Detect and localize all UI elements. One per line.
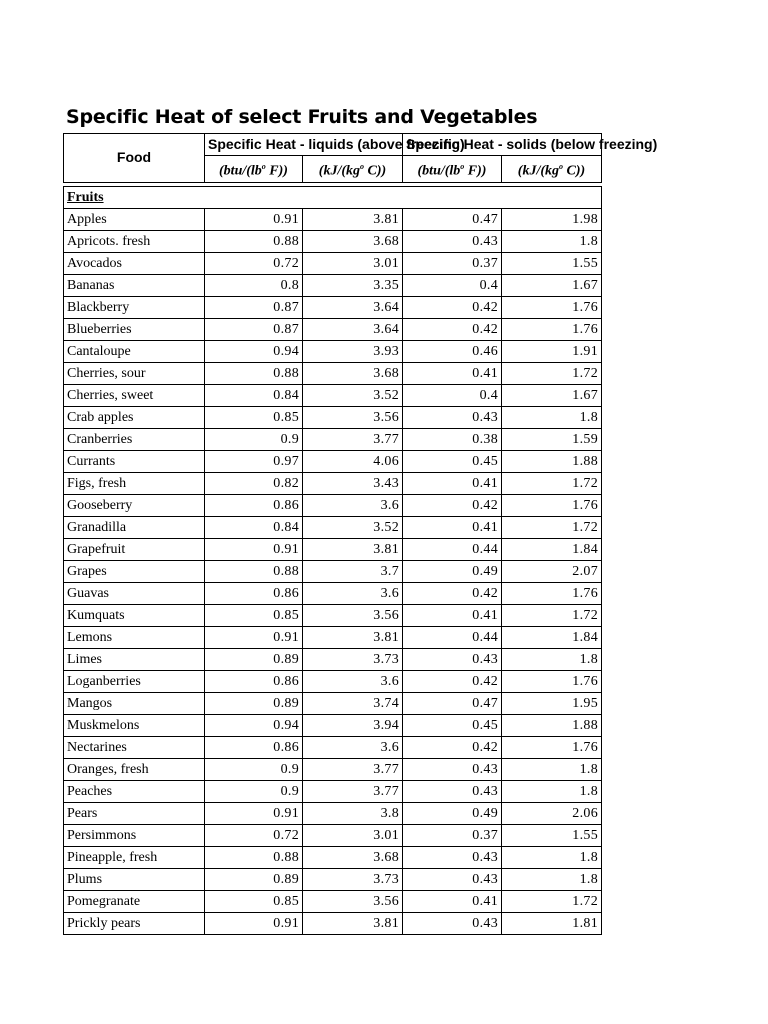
liquid-btu-cell: 0.94 [205, 714, 303, 736]
liquid-btu-cell: 0.88 [205, 846, 303, 868]
solid-btu-cell: 0.43 [403, 780, 502, 802]
food-name-cell: Persimmons [64, 824, 205, 846]
unit-btu-prefix: (btu/(lb [417, 163, 461, 179]
food-name-cell: Avocados [64, 252, 205, 274]
food-name-cell: Crab apples [64, 406, 205, 428]
solid-btu-cell: 0.41 [403, 472, 502, 494]
section-row [64, 186, 602, 208]
solid-btu-cell: 0.42 [403, 736, 502, 758]
solid-kj-cell: 1.84 [502, 538, 602, 560]
solid-kj-cell: 1.55 [502, 824, 602, 846]
liquid-btu-cell: 0.89 [205, 648, 303, 670]
liquid-btu-cell: 0.86 [205, 494, 303, 516]
liquid-btu-cell: 0.82 [205, 472, 303, 494]
solid-kj-cell: 2.06 [502, 802, 602, 824]
solid-btu-cell: 0.43 [403, 912, 502, 934]
table-row [64, 846, 602, 868]
liquid-kj-cell: 3.56 [303, 890, 403, 912]
solid-kj-cell: 1.76 [502, 296, 602, 318]
food-name-cell: Granadilla [64, 516, 205, 538]
liquid-btu-cell: 0.88 [205, 560, 303, 582]
solid-btu-cell: 0.42 [403, 582, 502, 604]
solid-btu-cell: 0.43 [403, 758, 502, 780]
solid-kj-cell: 1.88 [502, 714, 602, 736]
liquid-kj-cell: 3.73 [303, 648, 403, 670]
solid-kj-cell: 1.67 [502, 384, 602, 406]
table-row [64, 274, 602, 296]
solid-btu-cell: 0.4 [403, 384, 502, 406]
food-name-cell: Muskmelons [64, 714, 205, 736]
unit-kj-suffix: C)) [563, 163, 586, 179]
table-body [64, 182, 602, 934]
liquid-btu-cell: 0.72 [205, 824, 303, 846]
liquid-kj-cell: 3.6 [303, 670, 403, 692]
liquid-btu-cell: 0.9 [205, 758, 303, 780]
degree-sign: o [261, 162, 266, 171]
table-row [64, 758, 602, 780]
table-row [64, 560, 602, 582]
solid-btu-cell: 0.41 [403, 516, 502, 538]
liquid-kj-cell: 3.01 [303, 824, 403, 846]
solid-kj-cell: 1.72 [502, 890, 602, 912]
liquid-kj-cell: 3.68 [303, 362, 403, 384]
header-solids-btu [403, 156, 502, 183]
solid-btu-cell: 0.43 [403, 406, 502, 428]
liquid-btu-cell: 0.91 [205, 538, 303, 560]
table-row [64, 912, 602, 934]
liquid-btu-cell: 0.89 [205, 868, 303, 890]
food-name-cell: Pineapple, fresh [64, 846, 205, 868]
table-row [64, 648, 602, 670]
solid-btu-cell: 0.47 [403, 208, 502, 230]
solid-kj-cell: 1.72 [502, 472, 602, 494]
table-row [64, 824, 602, 846]
liquid-btu-cell: 0.91 [205, 626, 303, 648]
header-food: Food [64, 134, 205, 183]
food-name-cell: Blackberry [64, 296, 205, 318]
food-name-cell: Apricots. fresh [64, 230, 205, 252]
liquid-btu-cell: 0.8 [205, 274, 303, 296]
liquid-kj-cell: 3.6 [303, 494, 403, 516]
solid-btu-cell: 0.42 [403, 494, 502, 516]
solid-btu-cell: 0.41 [403, 362, 502, 384]
liquid-kj-cell: 3.6 [303, 582, 403, 604]
liquid-kj-cell: 3.56 [303, 604, 403, 626]
solid-kj-cell: 1.88 [502, 450, 602, 472]
table-row [64, 340, 602, 362]
food-name-cell: Kumquats [64, 604, 205, 626]
header-solids: Specific Heat - solids (below freezing) [403, 134, 602, 156]
liquid-kj-cell: 3.56 [303, 406, 403, 428]
section-label-fruits: Fruits [64, 186, 602, 208]
liquid-kj-cell: 3.68 [303, 846, 403, 868]
liquid-kj-cell: 3.64 [303, 318, 403, 340]
table-row [64, 714, 602, 736]
solid-kj-cell: 1.8 [502, 868, 602, 890]
liquid-kj-cell: 3.68 [303, 230, 403, 252]
solid-btu-cell: 0.38 [403, 428, 502, 450]
solid-kj-cell: 1.91 [502, 340, 602, 362]
unit-kj-prefix: (kJ/(kg [517, 163, 560, 179]
liquid-kj-cell: 3.77 [303, 780, 403, 802]
page-title: Specific Heat of select Fruits and Vegetables [66, 106, 538, 128]
solid-btu-cell: 0.45 [403, 450, 502, 472]
solid-kj-cell: 1.72 [502, 604, 602, 626]
liquid-kj-cell: 3.52 [303, 516, 403, 538]
solid-btu-cell: 0.42 [403, 296, 502, 318]
food-name-cell: Lemons [64, 626, 205, 648]
solid-kj-cell: 1.76 [502, 736, 602, 758]
table-row [64, 208, 602, 230]
liquid-btu-cell: 0.91 [205, 208, 303, 230]
unit-btu-suffix: F)) [464, 163, 487, 179]
table-row [64, 472, 602, 494]
liquid-btu-cell: 0.88 [205, 230, 303, 252]
solid-kj-cell: 1.8 [502, 406, 602, 428]
solid-btu-cell: 0.43 [403, 868, 502, 890]
solid-btu-cell: 0.42 [403, 318, 502, 340]
solid-btu-cell: 0.37 [403, 252, 502, 274]
table-row [64, 384, 602, 406]
unit-kj-suffix: C)) [364, 163, 387, 179]
table-row [64, 736, 602, 758]
solid-btu-cell: 0.44 [403, 538, 502, 560]
table-row [64, 890, 602, 912]
solid-kj-cell: 2.07 [502, 560, 602, 582]
liquid-btu-cell: 0.87 [205, 296, 303, 318]
liquid-btu-cell: 0.86 [205, 670, 303, 692]
solid-kj-cell: 1.81 [502, 912, 602, 934]
solid-btu-cell: 0.44 [403, 626, 502, 648]
solid-kj-cell: 1.8 [502, 758, 602, 780]
food-name-cell: Grapefruit [64, 538, 205, 560]
degree-sign: o [360, 162, 365, 171]
liquid-btu-cell: 0.97 [205, 450, 303, 472]
solid-kj-cell: 1.76 [502, 494, 602, 516]
solid-kj-cell: 1.8 [502, 648, 602, 670]
table-row [64, 802, 602, 824]
liquid-kj-cell: 3.01 [303, 252, 403, 274]
solid-btu-cell: 0.41 [403, 890, 502, 912]
liquid-kj-cell: 3.7 [303, 560, 403, 582]
solid-btu-cell: 0.37 [403, 824, 502, 846]
liquid-kj-cell: 3.81 [303, 626, 403, 648]
table-row [64, 626, 602, 648]
liquid-kj-cell: 3.94 [303, 714, 403, 736]
food-name-cell: Guavas [64, 582, 205, 604]
liquid-kj-cell: 3.81 [303, 912, 403, 934]
liquid-btu-cell: 0.91 [205, 802, 303, 824]
food-name-cell: Figs, fresh [64, 472, 205, 494]
table-row [64, 494, 602, 516]
solid-kj-cell: 1.8 [502, 230, 602, 252]
solid-btu-cell: 0.49 [403, 802, 502, 824]
solid-kj-cell: 1.8 [502, 780, 602, 802]
food-name-cell: Cranberries [64, 428, 205, 450]
food-name-cell: Blueberries [64, 318, 205, 340]
table-row [64, 780, 602, 802]
liquid-btu-cell: 0.84 [205, 516, 303, 538]
solid-btu-cell: 0.47 [403, 692, 502, 714]
liquid-btu-cell: 0.85 [205, 890, 303, 912]
solid-kj-cell: 1.76 [502, 670, 602, 692]
table-header [64, 134, 658, 183]
liquid-kj-cell: 3.52 [303, 384, 403, 406]
food-name-cell: Plums [64, 868, 205, 890]
liquid-kj-cell: 3.64 [303, 296, 403, 318]
food-name-cell: Nectarines [64, 736, 205, 758]
unit-kj-prefix: (kJ/(kg [318, 163, 361, 179]
solid-kj-cell: 1.76 [502, 318, 602, 340]
solid-kj-cell: 1.67 [502, 274, 602, 296]
liquid-btu-cell: 0.91 [205, 912, 303, 934]
table-row [64, 868, 602, 890]
table-row [64, 604, 602, 626]
liquid-btu-cell: 0.9 [205, 780, 303, 802]
solid-kj-cell: 1.72 [502, 362, 602, 384]
food-name-cell: Cantaloupe [64, 340, 205, 362]
liquid-btu-cell: 0.88 [205, 362, 303, 384]
solid-btu-cell: 0.41 [403, 604, 502, 626]
liquid-btu-cell: 0.87 [205, 318, 303, 340]
solid-btu-cell: 0.42 [403, 670, 502, 692]
liquid-kj-cell: 3.8 [303, 802, 403, 824]
table-row [64, 428, 602, 450]
liquid-kj-cell: 3.43 [303, 472, 403, 494]
unit-btu-suffix: F)) [265, 163, 288, 179]
table-row [64, 252, 602, 274]
table-row [64, 318, 602, 340]
food-name-cell: Apples [64, 208, 205, 230]
degree-sign: o [559, 162, 564, 171]
solid-kj-cell: 1.95 [502, 692, 602, 714]
solid-kj-cell: 1.55 [502, 252, 602, 274]
solid-kj-cell: 1.84 [502, 626, 602, 648]
food-name-cell: Mangos [64, 692, 205, 714]
liquid-kj-cell: 3.6 [303, 736, 403, 758]
solid-btu-cell: 0.46 [403, 340, 502, 362]
specific-heat-table [63, 133, 658, 935]
food-name-cell: Currants [64, 450, 205, 472]
table-row [64, 582, 602, 604]
food-name-cell: Peaches [64, 780, 205, 802]
liquid-btu-cell: 0.86 [205, 582, 303, 604]
unit-btu-prefix: (btu/(lb [219, 163, 262, 179]
liquid-kj-cell: 3.73 [303, 868, 403, 890]
liquid-btu-cell: 0.9 [205, 428, 303, 450]
liquid-kj-cell: 3.81 [303, 538, 403, 560]
food-name-cell: Limes [64, 648, 205, 670]
table-row [64, 670, 602, 692]
food-name-cell: Loganberries [64, 670, 205, 692]
table-row [64, 296, 602, 318]
table-row [64, 516, 602, 538]
solid-kj-cell: 1.72 [502, 516, 602, 538]
liquid-kj-cell: 3.77 [303, 758, 403, 780]
liquid-btu-cell: 0.89 [205, 692, 303, 714]
table-row [64, 406, 602, 428]
header-liquids-btu [205, 156, 303, 183]
liquid-btu-cell: 0.86 [205, 736, 303, 758]
liquid-btu-cell: 0.72 [205, 252, 303, 274]
food-name-cell: Oranges, fresh [64, 758, 205, 780]
table-row [64, 450, 602, 472]
table-row [64, 538, 602, 560]
table-row [64, 230, 602, 252]
liquid-btu-cell: 0.94 [205, 340, 303, 362]
solid-btu-cell: 0.43 [403, 846, 502, 868]
header-liquids-kj [303, 156, 403, 183]
liquid-kj-cell: 3.93 [303, 340, 403, 362]
liquid-btu-cell: 0.85 [205, 406, 303, 428]
header-liquids: Specific Heat - liquids (above freezing) [205, 134, 403, 156]
degree-sign: o [460, 162, 465, 171]
solid-btu-cell: 0.43 [403, 648, 502, 670]
liquid-kj-cell: 3.81 [303, 208, 403, 230]
header-solids-kj [502, 156, 602, 183]
liquid-kj-cell: 4.06 [303, 450, 403, 472]
food-name-cell: Cherries, sweet [64, 384, 205, 406]
table-row [64, 692, 602, 714]
solid-btu-cell: 0.45 [403, 714, 502, 736]
food-name-cell: Pomegranate [64, 890, 205, 912]
liquid-kj-cell: 3.77 [303, 428, 403, 450]
liquid-btu-cell: 0.85 [205, 604, 303, 626]
solid-kj-cell: 1.59 [502, 428, 602, 450]
solid-btu-cell: 0.43 [403, 230, 502, 252]
food-name-cell: Grapes [64, 560, 205, 582]
food-name-cell: Bananas [64, 274, 205, 296]
liquid-kj-cell: 3.35 [303, 274, 403, 296]
solid-kj-cell: 1.98 [502, 208, 602, 230]
solid-btu-cell: 0.4 [403, 274, 502, 296]
food-name-cell: Cherries, sour [64, 362, 205, 384]
solid-btu-cell: 0.49 [403, 560, 502, 582]
solid-kj-cell: 1.8 [502, 846, 602, 868]
liquid-btu-cell: 0.84 [205, 384, 303, 406]
food-name-cell: Prickly pears [64, 912, 205, 934]
liquid-kj-cell: 3.74 [303, 692, 403, 714]
solid-kj-cell: 1.76 [502, 582, 602, 604]
food-name-cell: Gooseberry [64, 494, 205, 516]
table-row [64, 362, 602, 384]
food-name-cell: Pears [64, 802, 205, 824]
